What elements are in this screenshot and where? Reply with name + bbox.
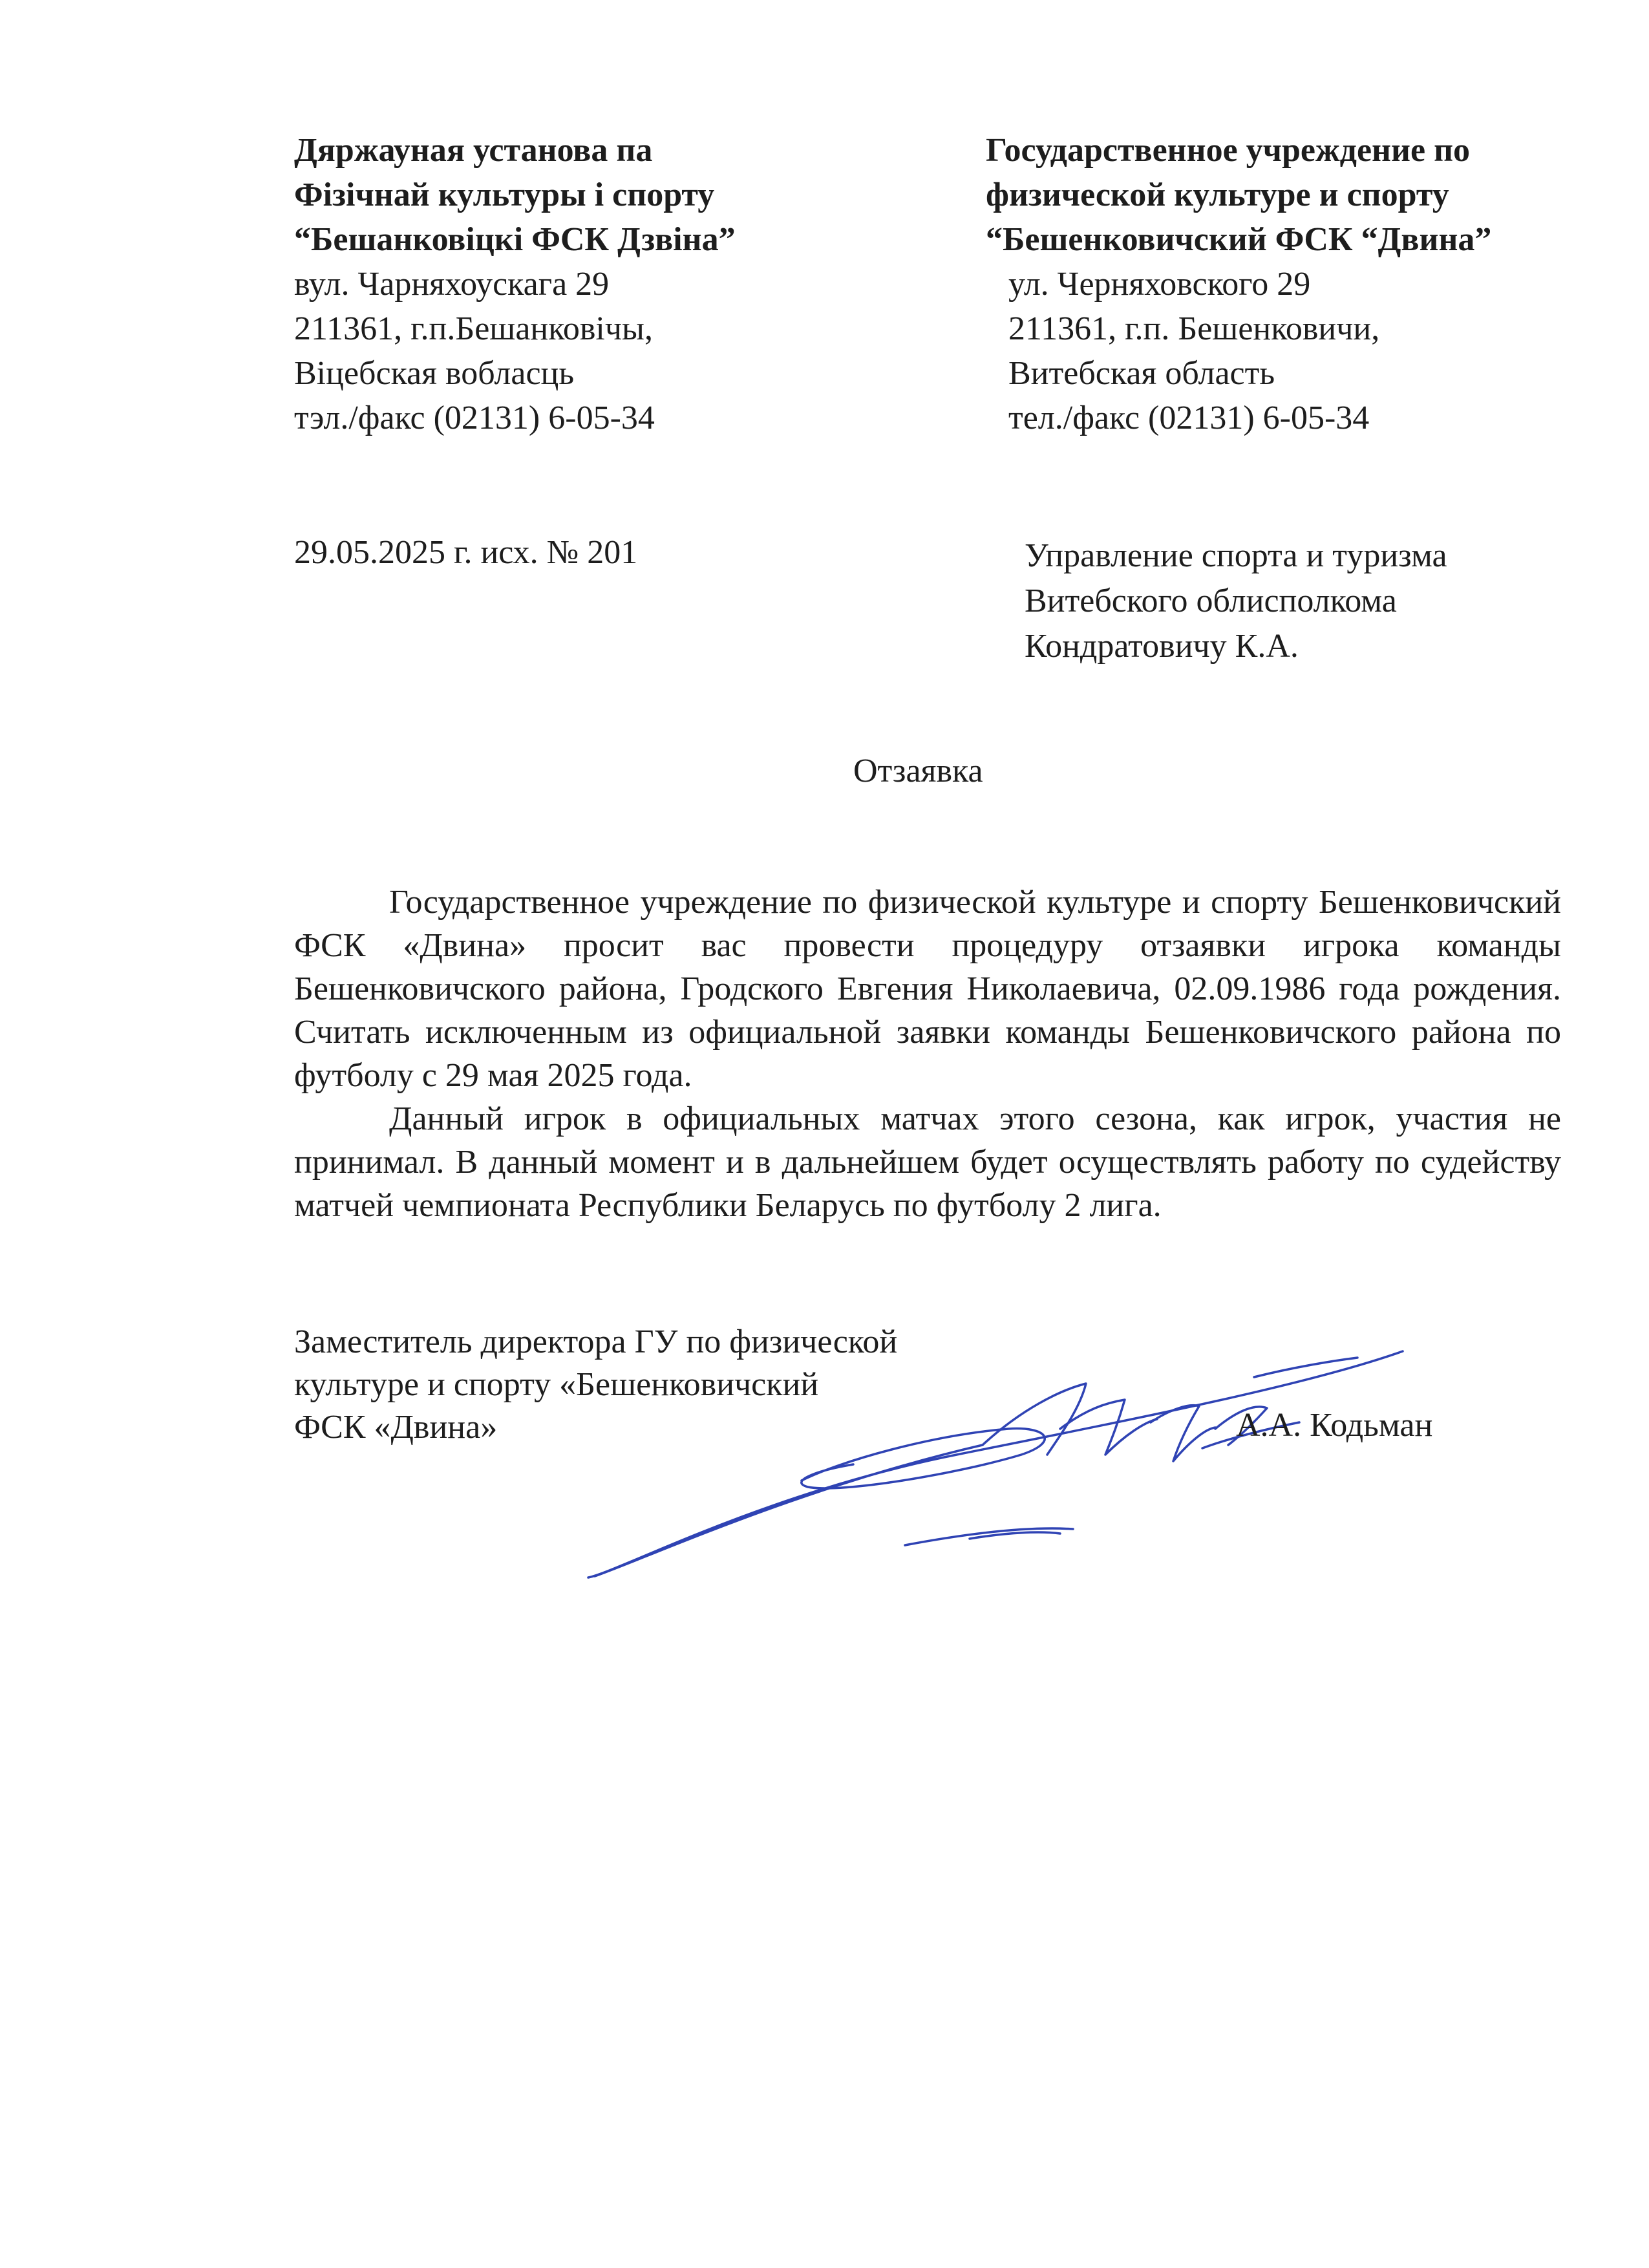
addressee-line-3: Кондратовичу К.А. [1025, 628, 1299, 665]
header-ru-line-2: физической культуре и спорту [986, 177, 1449, 213]
header-by-city: 211361, г.п.Бешанковічы, [294, 310, 653, 347]
body-paragraph-2: Данный игрок в официальных матчах этого сезона, как игрок, участия не принимал. В данный момент и в дальнейшем будет осуществлять работу по судейству матчей чемпионата Республики Беларусь по футболу 2 лига. [294, 1100, 1561, 1224]
document-title: Отзаявка [853, 753, 983, 789]
addressee-line-1: Управление спорта и туризма [1025, 537, 1447, 574]
header-russian [986, 128, 1491, 440]
signatory-name: А.А. Кодьман [1236, 1407, 1433, 1444]
header-by-phone: тэл./факс (02131) 6-05-34 [294, 400, 655, 436]
outgoing-reference: 29.05.2025 г. исх. № 201 [294, 534, 638, 571]
addressee-block [1025, 533, 1447, 669]
header-ru-region: Витебская область [1008, 355, 1275, 392]
header-by-street: вул. Чарняхоускага 29 [294, 266, 610, 303]
addressee-line-2: Витебского облисполкома [1025, 583, 1397, 619]
header-by-line-3: “Бешанковіцкі ФСК Дзвіна” [294, 221, 736, 258]
header-ru-line-3: “Бешенковичский ФСК “Двина” [986, 221, 1492, 258]
signatory-line-1: Заместитель директора ГУ по физической [294, 1323, 898, 1360]
header-ru-phone: тел./факс (02131) 6-05-34 [1008, 400, 1370, 436]
header-ru-city: 211361, г.п. Бешенковичи, [1008, 310, 1380, 347]
header-ru-street: ул. Черняховского 29 [1008, 266, 1311, 303]
header-ru-line-1: Государственное учреждение по [986, 132, 1471, 169]
body-paragraph-1: Государственное учреждение по физической культуре и спорту Бешенковичский ФСК «Двина» просит вас провести процедуру отзаявки игрока команды Бешенковичского района, Гродского Евгения Николаевича, 02.09.1986 года рождения. Считать исключенным из официальной заявки команды Бешенковичского района по футболу с 29 мая 2025 года. [294, 884, 1561, 1094]
signatory-line-3: ФСК «Двина» [294, 1409, 498, 1446]
handwritten-signature [569, 1332, 1435, 1590]
signatory-line-2: культуре и спорту «Бешенковичский [294, 1366, 819, 1403]
letter-body [294, 881, 1561, 1227]
header-by-line-1: Дяржауная установа па [294, 132, 653, 169]
header-by-region: Віцебская вобласць [294, 355, 575, 392]
header-belarusian [294, 128, 736, 440]
header-by-line-2: Фізічнай культуры і спорту [294, 177, 715, 213]
